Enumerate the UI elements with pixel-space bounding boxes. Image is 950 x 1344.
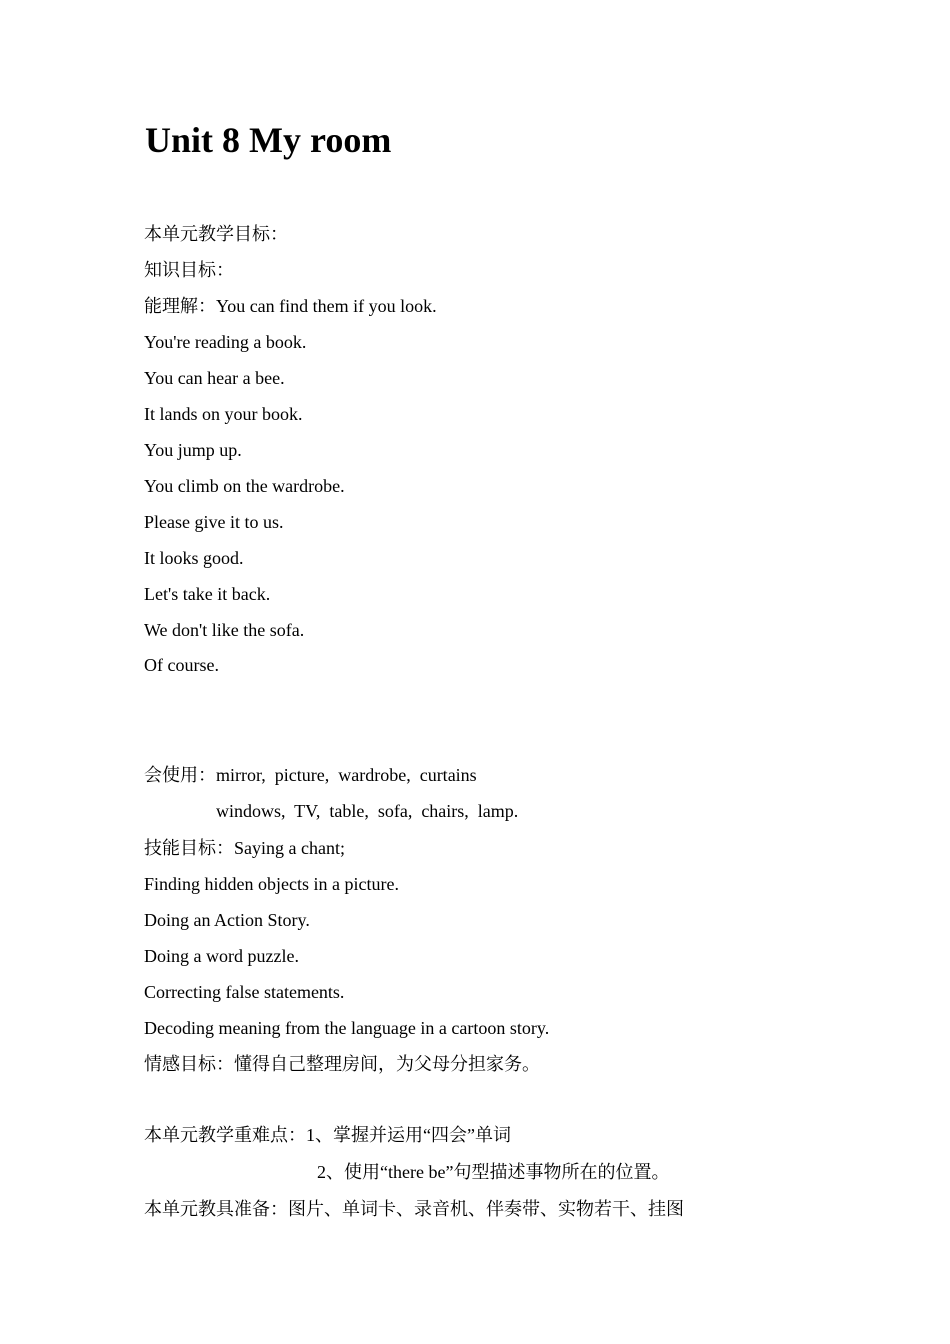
emotion-line: 情感目标：懂得自己整理房间，为父母分担家务。 xyxy=(144,1054,540,1074)
skill-item: Finding hidden objects in a picture. xyxy=(144,874,399,894)
key-points-line-1: 本单元教学重难点：1、掌握并运用“四会”单词 xyxy=(144,1125,511,1145)
understand-sentence: Please give it to us. xyxy=(144,512,284,532)
understand-line: 能理解：You can find them if you look. xyxy=(144,296,437,316)
understand-sentence: You're reading a book. xyxy=(144,332,307,352)
understand-sentence: You climb on the wardrobe. xyxy=(144,476,345,496)
key-points-line-2: 2、使用“there be”句型描述事物所在的位置。 xyxy=(317,1162,670,1182)
understand-sentence: It looks good. xyxy=(144,548,244,568)
skill-item: Correcting false statements. xyxy=(144,982,345,1002)
skill-line: 技能目标：Saying a chant; xyxy=(144,838,345,858)
understand-sentence: Of course. xyxy=(144,655,219,675)
understand-sentence: We don't like the sofa. xyxy=(144,620,305,640)
understand-sentence: It lands on your book. xyxy=(144,404,303,424)
understand-sentence: You jump up. xyxy=(144,440,242,460)
skill-item: Decoding meaning from the language in a cartoon story. xyxy=(144,1018,550,1038)
objectives-heading: 本单元教学目标： xyxy=(144,224,288,244)
materials-line: 本单元教具准备：图片、单词卡、录音机、伴奏带、实物若干、挂图 xyxy=(144,1199,684,1219)
understand-sentence: Let's take it back. xyxy=(144,584,271,604)
document-title: Unit 8 My room xyxy=(145,120,392,160)
skill-item: Doing an Action Story. xyxy=(144,910,310,930)
knowledge-heading: 知识目标： xyxy=(144,260,234,280)
use-line-2: windows, TV, table, sofa, chairs, lamp. xyxy=(216,801,519,821)
use-line-1: 会使用：mirror, picture, wardrobe, curtains xyxy=(144,765,477,785)
skill-item: Doing a word puzzle. xyxy=(144,946,299,966)
understand-sentence: You can hear a bee. xyxy=(144,368,285,388)
